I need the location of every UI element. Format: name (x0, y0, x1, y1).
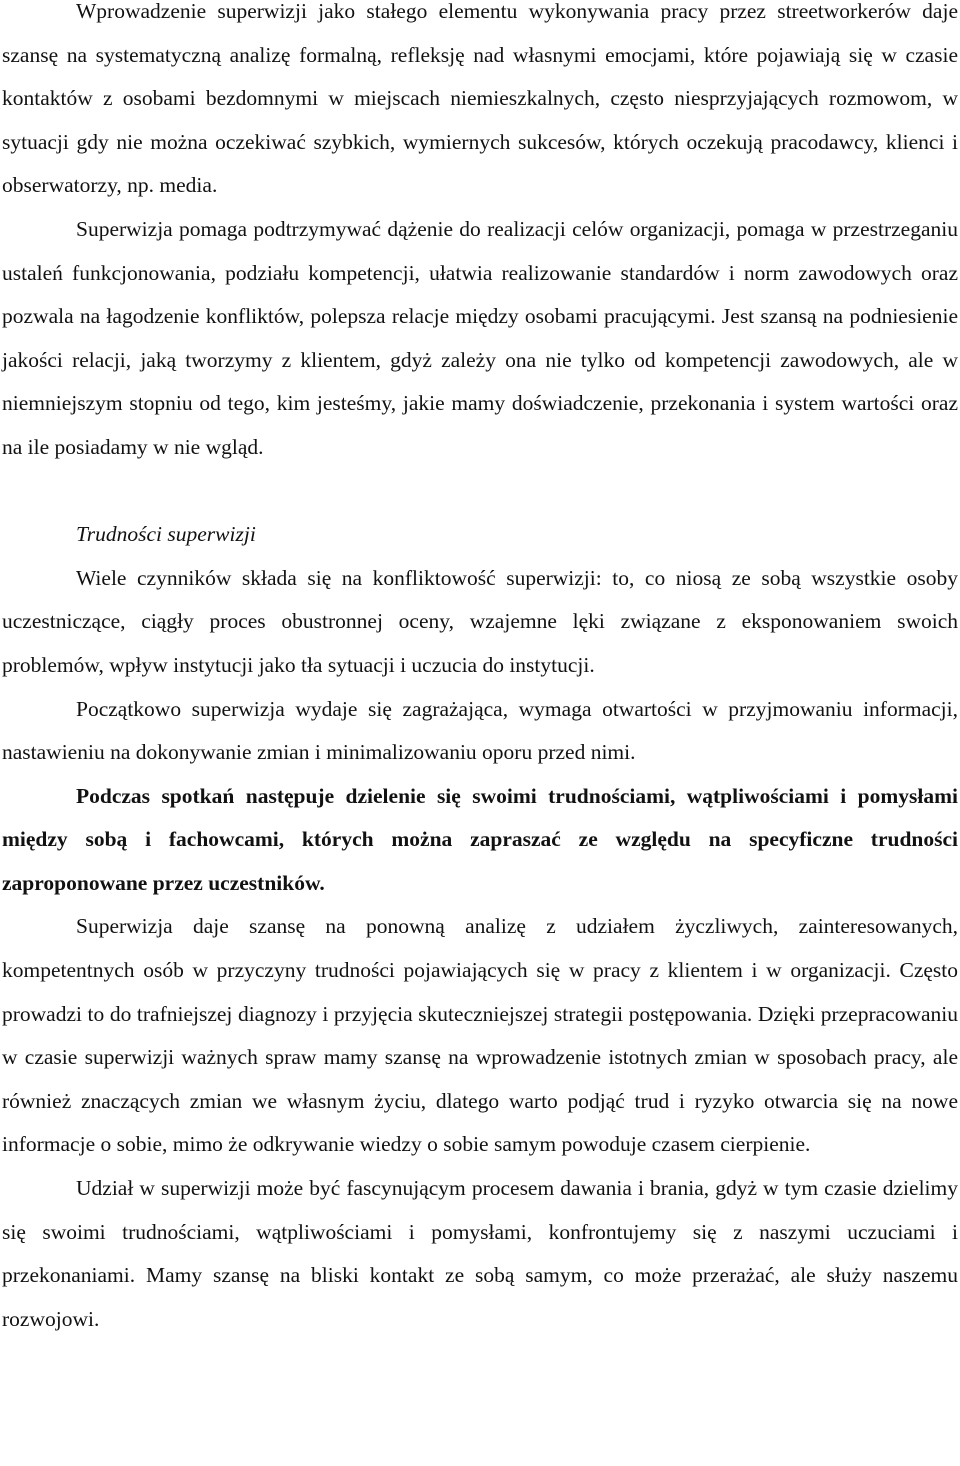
section-heading: Trudności superwizji (76, 522, 256, 547)
paragraph-supervision-benefits: Superwizja pomaga podtrzymywać dążenie do realizacji celów organizacji, pomaga w przestrzeganiu ustaleń funkcjonowania, podziału kompetencji, ułatwia realizowanie standardów i norm zawodowych oraz pozwala na łagodzenie konfliktów, polepsza relacje między osobami pracującymi. Jest szansą na podniesienie jakości relacji, jaką tworzymy z klientem, gdyż zależy ona nie tylko od kompetencji zawodowych, ale w niemniejszym stopniu od tego, kim jesteśmy, jakie mamy doświadczenie, przekonania i system wartości oraz na ile posiadamy w nie wgląd. (2, 216, 958, 459)
paragraph-fascinating-process: Udział w superwizji może być fascynującym procesem dawania i brania, gdyż w tym czasie dzielimy się swoimi trudnościami, wątpliwościami i pomysłami, konfrontujemy się z naszymi uczuciami i przekonaniami. Mamy szansę na bliski kontakt ze sobą samym, co może przerażać, ale służy naszemu rozwojowi. (2, 1176, 958, 1331)
paragraph-conflict-factors: Wiele czynników składa się na konfliktowość superwizji: to, co niosą ze sobą wszystkie osoby uczestniczące, ciągły proces obustronnej oceny, wzajemne lęki związane z eksponowaniem swoich problemów, wpływ instytucji jako tła sytuacji i uczucia do instytucji. (2, 565, 958, 677)
paragraph-bold-emphasis: Podczas spotkań następuje dzielenie się swoimi trudnościami, wątpliwościami i pomysłami między sobą i fachowcami, których można zapraszać ze względu na specyficzne trudności zaproponowane przez uczestników. (2, 783, 958, 895)
paragraph-introduction: Wprowadzenie superwizji jako stałego elementu wykonywania pracy przez streetworkerów daje szansę na systematyczną analizę formalną, refleksję nad własnymi emocjami, które pojawiają się w czasie kontaktów z osobami bezdomnymi w miejscach niemieszkalnych, często niesprzyjających rozmowom, w sytuacji gdy nie można oczekiwać szybkich, wymiernych sukcesów, których oczekują pracodawcy, klienci i obserwatorzy, np. media. (2, 0, 958, 198)
paragraph-initial-threat: Początkowo superwizja wydaje się zagrażająca, wymaga otwartości w przyjmowaniu informacji, nastawieniu na dokonywanie zmian i minimalizowaniu oporu przed nimi. (2, 696, 958, 765)
paragraph-reanalysis: Superwizja daje szansę na ponowną analizę z udziałem życzliwych, zainteresowanych, kompetentnych osób w przyczyny trudności pojawiających się w pracy z klientem i w organizacji. Często prowadzi to do trafniejszej diagnozy i przyjęcia skuteczniejszej strategii postępowania. Dzięki przepracowaniu w czasie superwizji ważnych spraw mamy szansę na wprowadzenie istotnych zmian w sposobach pracy, ale również znaczących zmian we własnym życiu, dlatego warto podjąć trud i ryzyko otwarcia się na nowe informacje o sobie, mimo że odkrywanie wiedzy o sobie samym powoduje czasem cierpienie. (2, 914, 958, 1157)
